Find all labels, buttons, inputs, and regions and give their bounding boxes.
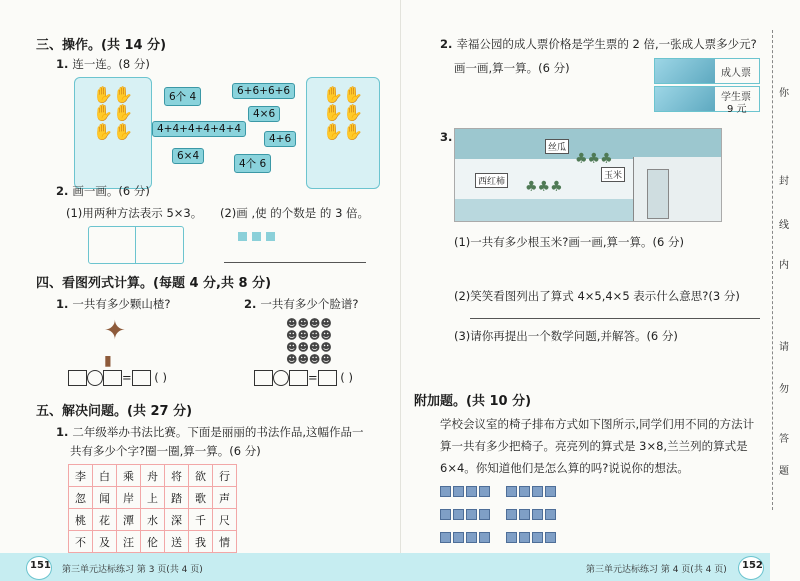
- grid-row: [69, 509, 237, 531]
- connect-tag[interactable]: 6个 4: [164, 87, 201, 106]
- chair-layout-image: [440, 482, 558, 547]
- grid-cell[interactable]: 情: [213, 531, 237, 553]
- grid-cell[interactable]: 水: [141, 509, 165, 531]
- section-3-title: 三、操作。(共 14 分): [36, 38, 167, 53]
- footer-text: 第三单元达标练习 第 3 页(共 4 页): [62, 565, 203, 575]
- bonus-title: 附加题。(共 10 分): [414, 394, 532, 409]
- equation-blanks-1[interactable]: = ( ): [68, 370, 167, 386]
- question-4-2: [244, 296, 358, 312]
- grid-row: [69, 531, 237, 553]
- binding-char: 线: [779, 220, 789, 231]
- grid-cell[interactable]: 送: [165, 531, 189, 553]
- connect-tag[interactable]: 4×6: [248, 106, 280, 122]
- unit-paren: ( ): [340, 370, 353, 385]
- grid-cell[interactable]: 忽: [69, 487, 93, 509]
- section-5-title: 五、解决问题。(共 27 分): [36, 404, 193, 419]
- bonus-text-line-2: 算一共有多少把椅子。亮亮列的算式是 3×8,兰兰列的算式是: [440, 439, 748, 453]
- calligraphy-grid: [68, 464, 237, 553]
- question-5-1-line2: 共有多少个字?圈一圈,算一算。(6 分): [70, 444, 261, 458]
- question-number: 2.: [244, 297, 257, 311]
- grid-cell[interactable]: 汪: [117, 531, 141, 553]
- question-1: [56, 56, 150, 72]
- sign-corn: 玉米: [601, 167, 625, 182]
- binding-line: [772, 30, 774, 510]
- binding-char: 内: [779, 260, 789, 271]
- square-icon: [266, 232, 275, 241]
- answer-line[interactable]: [470, 318, 760, 319]
- question-text: 一共有多少个脸谱?: [260, 297, 359, 311]
- question-2-part-2: (2)画 ,使 的个数是 的 3 倍。: [220, 206, 370, 220]
- grid-cell[interactable]: 尺: [213, 509, 237, 531]
- unit-paren: ( ): [154, 370, 167, 385]
- binding-char: 答: [779, 434, 789, 445]
- hawthorn-image: ✦ ▮: [104, 316, 126, 369]
- question-text: 一共有多少颗山楂?: [72, 297, 171, 311]
- question-number: 1.: [56, 57, 69, 71]
- grid-cell[interactable]: 乘: [117, 465, 141, 487]
- binding-char: 你: [779, 88, 789, 99]
- question-text: 二年级举办书法比赛。下面是丽丽的书法作品,这幅作品一: [72, 425, 364, 439]
- sign-loofah: 丝瓜: [545, 139, 569, 154]
- fold-divider: [400, 0, 401, 553]
- chair-block-left: [440, 482, 492, 547]
- grid-cell[interactable]: 千: [189, 509, 213, 531]
- glove-group-right: [306, 77, 380, 189]
- grid-cell[interactable]: 欲: [189, 465, 213, 487]
- chair-block-right: [506, 482, 558, 547]
- grid-row: [69, 487, 237, 509]
- ticket-adult-label: 成人票: [721, 68, 751, 79]
- glove-icons: ✋✋ ✋✋ ✋✋: [93, 85, 133, 141]
- question-3-part-1: (1)一共有多少根玉米?画一画,算一算。(6 分): [454, 235, 684, 249]
- question-3-part-2: (2)笑笑看图列出了算式 4×5,4×5 表示什么意思?(3 分): [454, 289, 740, 303]
- footer-text: 第三单元达标练习 第 4 页(共 4 页): [586, 565, 727, 575]
- grid-cell[interactable]: 声: [213, 487, 237, 509]
- page-number: 151: [30, 560, 51, 571]
- glove-icons: ✋✋ ✋✋ ✋✋: [323, 85, 363, 141]
- grid-cell[interactable]: 岸: [117, 487, 141, 509]
- page-number: 152: [742, 560, 763, 571]
- grid-cell[interactable]: 不: [69, 531, 93, 553]
- grid-cell[interactable]: 闻: [93, 487, 117, 509]
- question-number: 1.: [56, 425, 69, 439]
- section-4-title: 四、看图列式计算。(每题 4 分,共 8 分): [36, 276, 272, 291]
- question-text: 连一连。(8 分): [72, 57, 150, 71]
- question-number: 2.: [56, 184, 69, 198]
- answer-line[interactable]: [224, 262, 366, 263]
- grid-cell[interactable]: 踏: [165, 487, 189, 509]
- draw-box[interactable]: [88, 226, 184, 264]
- grid-cell[interactable]: 将: [165, 465, 189, 487]
- grid-cell[interactable]: 伦: [141, 531, 165, 553]
- sign-tomato: 西红柿: [475, 173, 508, 188]
- connect-tag[interactable]: 6×4: [172, 148, 204, 164]
- footer-right: [400, 553, 770, 581]
- question-4-1: [56, 296, 170, 312]
- ticket-adult: [654, 58, 760, 84]
- mask-grid-image: ☻☻☻☻ ☻☻☻☻ ☻☻☻☻ ☻☻☻☻: [286, 317, 332, 367]
- grid-cell[interactable]: 桃: [69, 509, 93, 531]
- grid-cell[interactable]: 及: [93, 531, 117, 553]
- bonus-text-line-3: 6×4。你知道他们是怎么算的吗?说说你的想法。: [440, 461, 689, 475]
- grid-row: [69, 465, 237, 487]
- question-2-part-1: (1)用两种方法表示 5×3。: [66, 206, 203, 220]
- connect-tag[interactable]: 4+4+4+4+4+4: [152, 121, 246, 137]
- binding-char: 题: [779, 466, 789, 477]
- question-3-part-3: (3)请你再提出一个数学问题,并解答。(6 分): [454, 329, 678, 343]
- grid-cell[interactable]: 上: [141, 487, 165, 509]
- bonus-text-line-1: 学校会议室的椅子排布方式如下图所示,同学们用不同的方法计: [440, 417, 755, 431]
- garden-scene-image: 丝瓜 西红柿 玉米 ♣♣♣ ♣♣♣: [454, 128, 722, 222]
- question-2-right: [440, 36, 757, 52]
- question-5-1: [56, 424, 364, 440]
- question-2-right-line2: 画一画,算一算。(6 分): [454, 61, 570, 75]
- grid-cell[interactable]: 歌: [189, 487, 213, 509]
- binding-char: 请: [779, 342, 789, 353]
- grid-cell[interactable]: 我: [189, 531, 213, 553]
- grid-cell[interactable]: 花: [93, 509, 117, 531]
- grid-cell[interactable]: 行: [213, 465, 237, 487]
- grid-cell[interactable]: 深: [165, 509, 189, 531]
- connect-tag[interactable]: 6+6+6+6: [232, 83, 295, 99]
- question-number: 2.: [440, 37, 453, 51]
- connect-tag[interactable]: 4+6: [264, 131, 296, 147]
- connect-tag[interactable]: 4个 6: [234, 154, 271, 173]
- question-text: 画一画。(6 分): [72, 184, 150, 198]
- glove-group-left: [74, 77, 152, 189]
- question-3-number: 3.: [440, 130, 453, 144]
- grid-cell[interactable]: 潭: [117, 509, 141, 531]
- question-text: 幸福公园的成人票价格是学生票的 2 倍,一张成人票多少元?: [456, 37, 757, 51]
- grid-cell[interactable]: 舟: [141, 465, 165, 487]
- question-2: [56, 183, 150, 199]
- equation-blanks-2[interactable]: = ( ): [254, 370, 353, 386]
- question-number: 1.: [56, 297, 69, 311]
- footer-left: [0, 553, 400, 581]
- binding-char: 封: [779, 176, 789, 187]
- ticket-student: [654, 86, 760, 115]
- grid-cell[interactable]: 白: [93, 465, 117, 487]
- binding-char: 勿: [779, 384, 789, 395]
- square-icon: [238, 232, 247, 241]
- ticket-student-label: 学生票: [721, 92, 751, 103]
- square-icons: [238, 226, 275, 245]
- grid-cell[interactable]: 李: [69, 465, 93, 487]
- square-icon: [252, 232, 261, 241]
- ticket-student-price: 9 元: [727, 104, 747, 115]
